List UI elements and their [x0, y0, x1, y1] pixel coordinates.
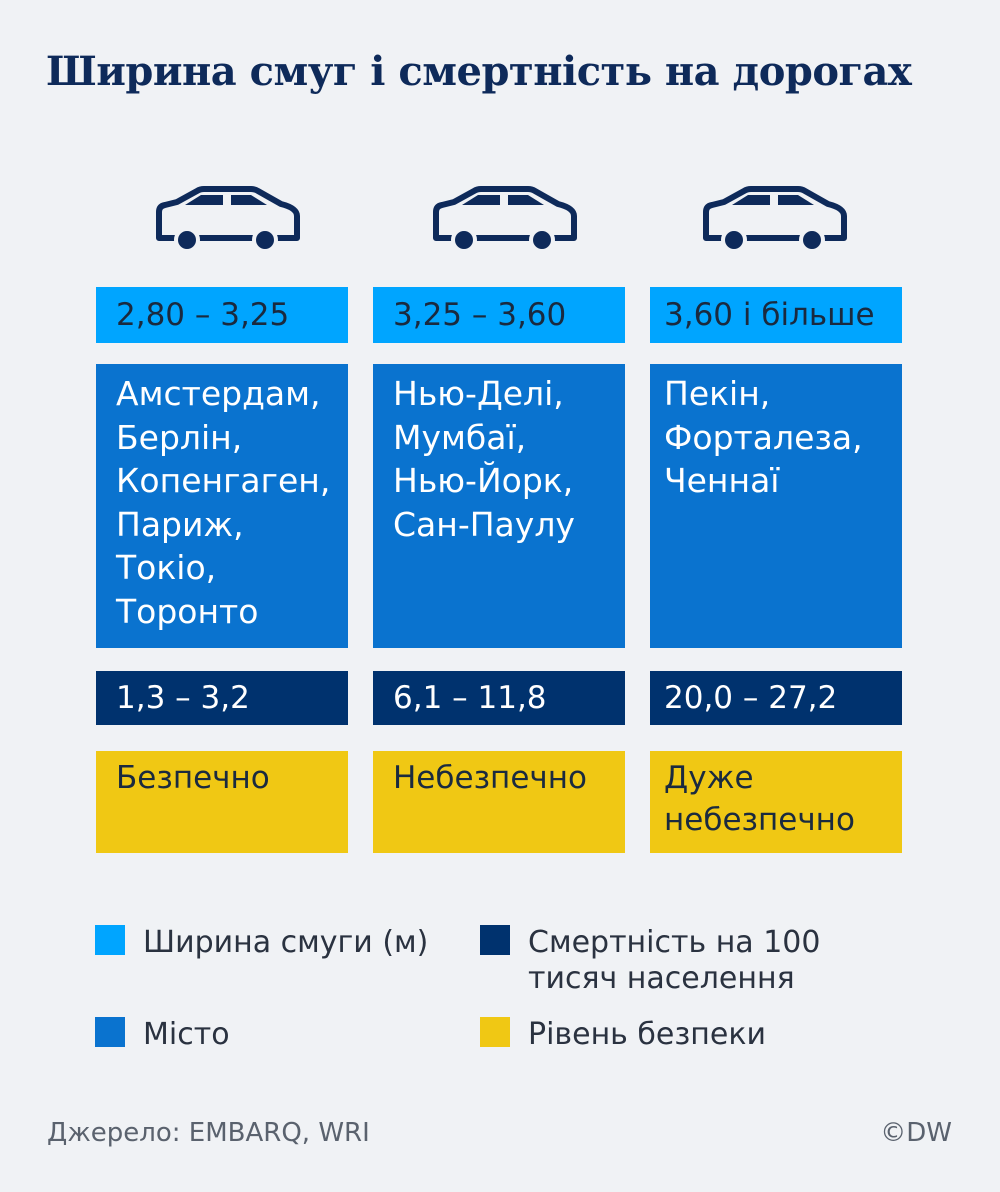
legend-swatch — [480, 1017, 510, 1047]
city-name: Мумбаї, — [393, 417, 527, 457]
legend-city — [95, 1017, 230, 1053]
city-cell — [650, 364, 902, 648]
legend-safety-level — [480, 1017, 766, 1053]
lane-width-cell: 2,80 – 3,25 — [96, 287, 348, 343]
safety-label: Безпечно — [116, 760, 270, 796]
legend-swatch — [95, 1017, 125, 1047]
city-cell — [96, 364, 348, 648]
safety-label: небезпечно — [664, 802, 855, 838]
city-cell — [373, 364, 625, 648]
dw-credit: ©DW — [880, 1118, 952, 1148]
lane-width-cell: 3,60 і більше — [650, 287, 902, 343]
safety-label: Дуже — [664, 760, 754, 796]
safety-level-cell — [373, 751, 625, 853]
source-note: Джерело: EMBARQ, WRI — [47, 1118, 370, 1148]
city-name: Форталеза, — [664, 417, 863, 457]
city-name: Токіо, — [116, 548, 217, 587]
city-name: Амстердам, — [116, 374, 321, 413]
legend-label: Ширина смуги (м) — [143, 925, 429, 960]
death-rate-cell: 1,3 – 3,2 — [96, 671, 348, 725]
chart-title: Ширина смуг і смертність на дорогах — [46, 48, 912, 95]
safety-label: Небезпечно — [393, 760, 587, 796]
city-name: Торонто — [116, 591, 259, 631]
legend-lane-width — [95, 925, 428, 961]
legend-swatch — [480, 925, 510, 955]
city-name: Копенгаген, — [116, 461, 331, 500]
legend-death-rate — [480, 925, 821, 997]
legend-label-line: Смертність на 100 — [528, 925, 821, 960]
city-name: Ченнаї — [664, 461, 780, 500]
legend-label: Місто — [143, 1017, 230, 1052]
safety-level-cell — [650, 751, 902, 853]
car-icon — [430, 186, 578, 254]
legend-label — [528, 925, 821, 997]
legend-swatch — [95, 925, 125, 955]
city-name: Нью-Йорк, — [393, 461, 574, 500]
car-icon — [153, 186, 301, 254]
death-rate-cell: 6,1 – 11,8 — [373, 671, 625, 725]
death-rate-cell: 20,0 – 27,2 — [650, 671, 902, 725]
city-name: Сан-Паулу — [393, 504, 575, 544]
city-name: Нью-Делі, — [393, 374, 564, 413]
legend-label-line: тисяч населення — [528, 961, 795, 996]
city-name: Берлін, — [116, 417, 243, 457]
car-icon — [700, 186, 848, 254]
lane-width-cell: 3,25 – 3,60 — [373, 287, 625, 343]
safety-level-cell — [96, 751, 348, 853]
legend-label: Рівень безпеки — [528, 1017, 766, 1052]
city-name: Пекін, — [664, 374, 771, 413]
city-name: Париж, — [116, 504, 244, 544]
